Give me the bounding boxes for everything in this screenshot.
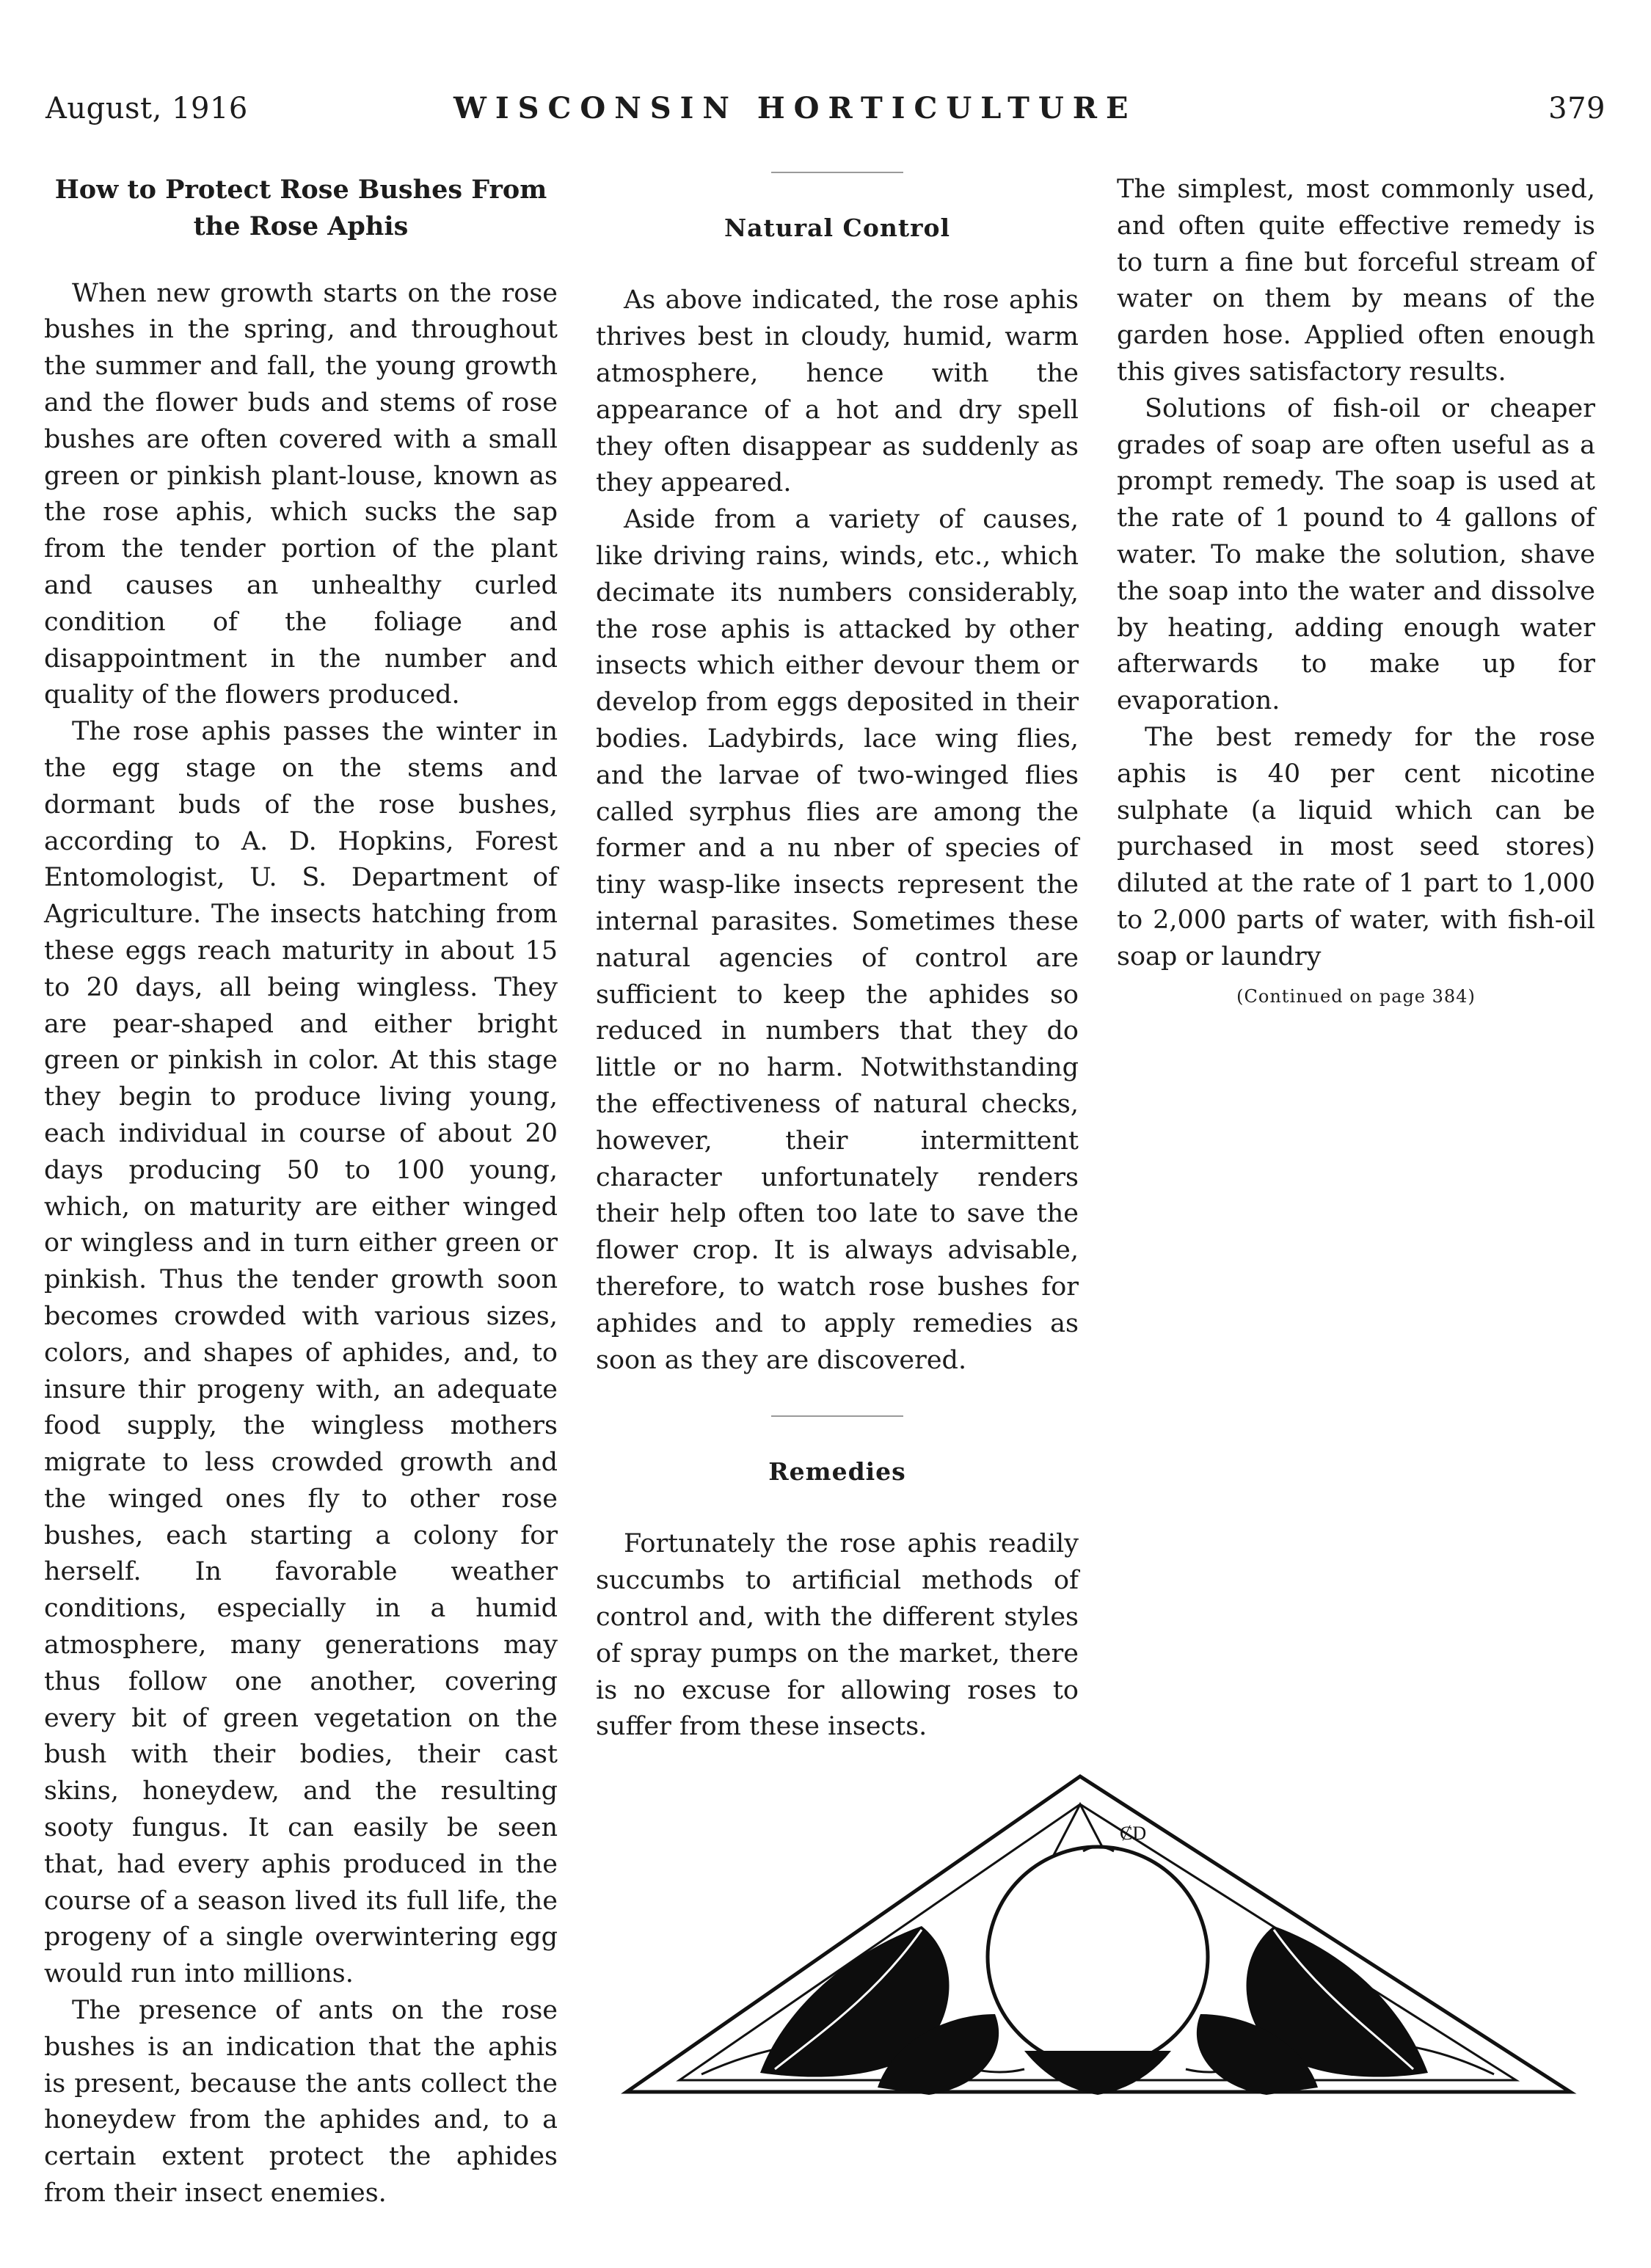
paragraph: The presence of ants on the rose bushes is an indication that the aphis is present, because the ants collect the honeydew from the aphides and, to a certain extent protect the aphides from their insect enemies. [44,1996,558,2209]
page-number: 379 [1548,92,1606,125]
column-3 [1117,172,1595,1015]
rose-fruit-icon [988,1847,1208,2067]
spacer [596,173,1079,210]
section-heading: Natural Control [724,213,951,242]
column-2 [596,172,1079,1746]
paragraph: Aside from a variety of causes, like driving rains, winds, etc., which decimate its numbers considerably, the rose aphis is attacked by other insects which either devour them or develop from eggs deposited in their bodies. Ladybirds, lace wing flies, and the larvae of two-winged flies called syrphus flies are among the former and a nu nber of species of tiny wasp-like insects represent the internal parasites. Sometimes these natural agencies of control are sufficient to keep the aphides so reduced in numbers that they do little or no harm. Notwithstanding the effectiveness of natural checks, however, their intermittent character unfortunately renders their help often too late to save the flower crop. It is always advisable, therefore, to watch rose bushes for aphides and to apply remedies as soon as they are discovered. [596,505,1079,1375]
spacer [596,1379,1079,1415]
paragraph: The best remedy for the rose aphis is 40 per cent nicotine sulphate (a liquid which can be purchased in most seed stores) diluted at the rate of 1 part to 1,000 to 2,000 parts of water, with fish-oil soap or laundry [1117,722,1595,971]
paragraph: Fortunately the rose aphis readily succumbs to artificial methods of control and, with the different styles of spray pumps on the market, there is no excuse for allowing roses to suffer from these insects. [596,1529,1079,1742]
section-heading: Remedies [768,1456,906,1486]
spacer [596,1490,1079,1527]
paragraph: The rose aphis passes the winter in the egg stage on the stems and dormant buds of the rose bushes, according to A. D. Hopkins, Forest Entomologist, U. S. Department of Agriculture. The insects hatching from these eggs reach maturity in about 15 to 20 days, all being wingless. They are pear-shaped and either bright green or pinkish in color. At this stage they begin to produce living young, each individual in course of about 20 days producing 50 to 100 young, which, on maturity are either winged or wingless and in turn either green or pinkish. Thus the tender growth soon becomes crowded with various sizes, colors, and shapes of aphides, and, to insure thir progeny with, an adequate food supply, the wingless mothers migrate to less crowded growth and the winged ones fly to other rose bushes, each starting a colony for herself. In favorable weather conditions, especially in a humid atmosphere, many generations may thus follow one another, covering every bit of green vegetation on the bush with their bodies, their cast skins, honeydew, and the resulting sooty fungus. It can easily be seen that, had every aphis produced in the course of a season lived its full life, the progeny of a single overwintering egg would run into millions. [44,717,558,1989]
continued-note: (Continued on page 384) [1236,985,1476,1007]
paragraph: Solutions of fish-oil or cheaper grades of soap are often useful as a prompt remedy. The soap is used at the rate of 1 pound to 4 gallons of water. To make the solution, shave the soap into the water and dissolve by heating, adding enough water afterwards to make up for evaporation. [1117,393,1595,716]
rose-ornament-illustration [613,1772,1591,2099]
paragraph: The simplest, most commonly used, and often quite effective remedy is to turn a fine but forceful stream of water on them by means of the garden hose. Applied often enough this gives satisfactory results. [1117,175,1595,387]
header-date: August, 1916 [45,92,248,125]
paragraph: As above indicated, the rose aphis thrives best in cloudy, humid, warm atmosphere, hence with the appearance of a hot and dry spell they often disappear as suddenly as they appeared. [596,285,1079,498]
paragraph: When new growth starts on the rose bushes in the spring, and throughout the summer and fall, the young growth and the flower buds and stems of rose bushes are often covered with a small green or pinkish plant-louse, known as the rose aphis, which sucks the sap from the tender portion of the plant and causes an unhealthy curled condition of the foliage and disappointment in the number and quality of the flowers produced. [44,278,558,710]
spacer [596,247,1079,283]
journal-title: WISCONSIN HORTICULTURE [453,91,1137,125]
spacer [596,1417,1079,1454]
column-1 [44,172,558,2212]
monogram: ȻD [1120,1823,1147,1844]
article-title: How to Protect Rose Bushes From the Rose Aphis [54,175,547,241]
